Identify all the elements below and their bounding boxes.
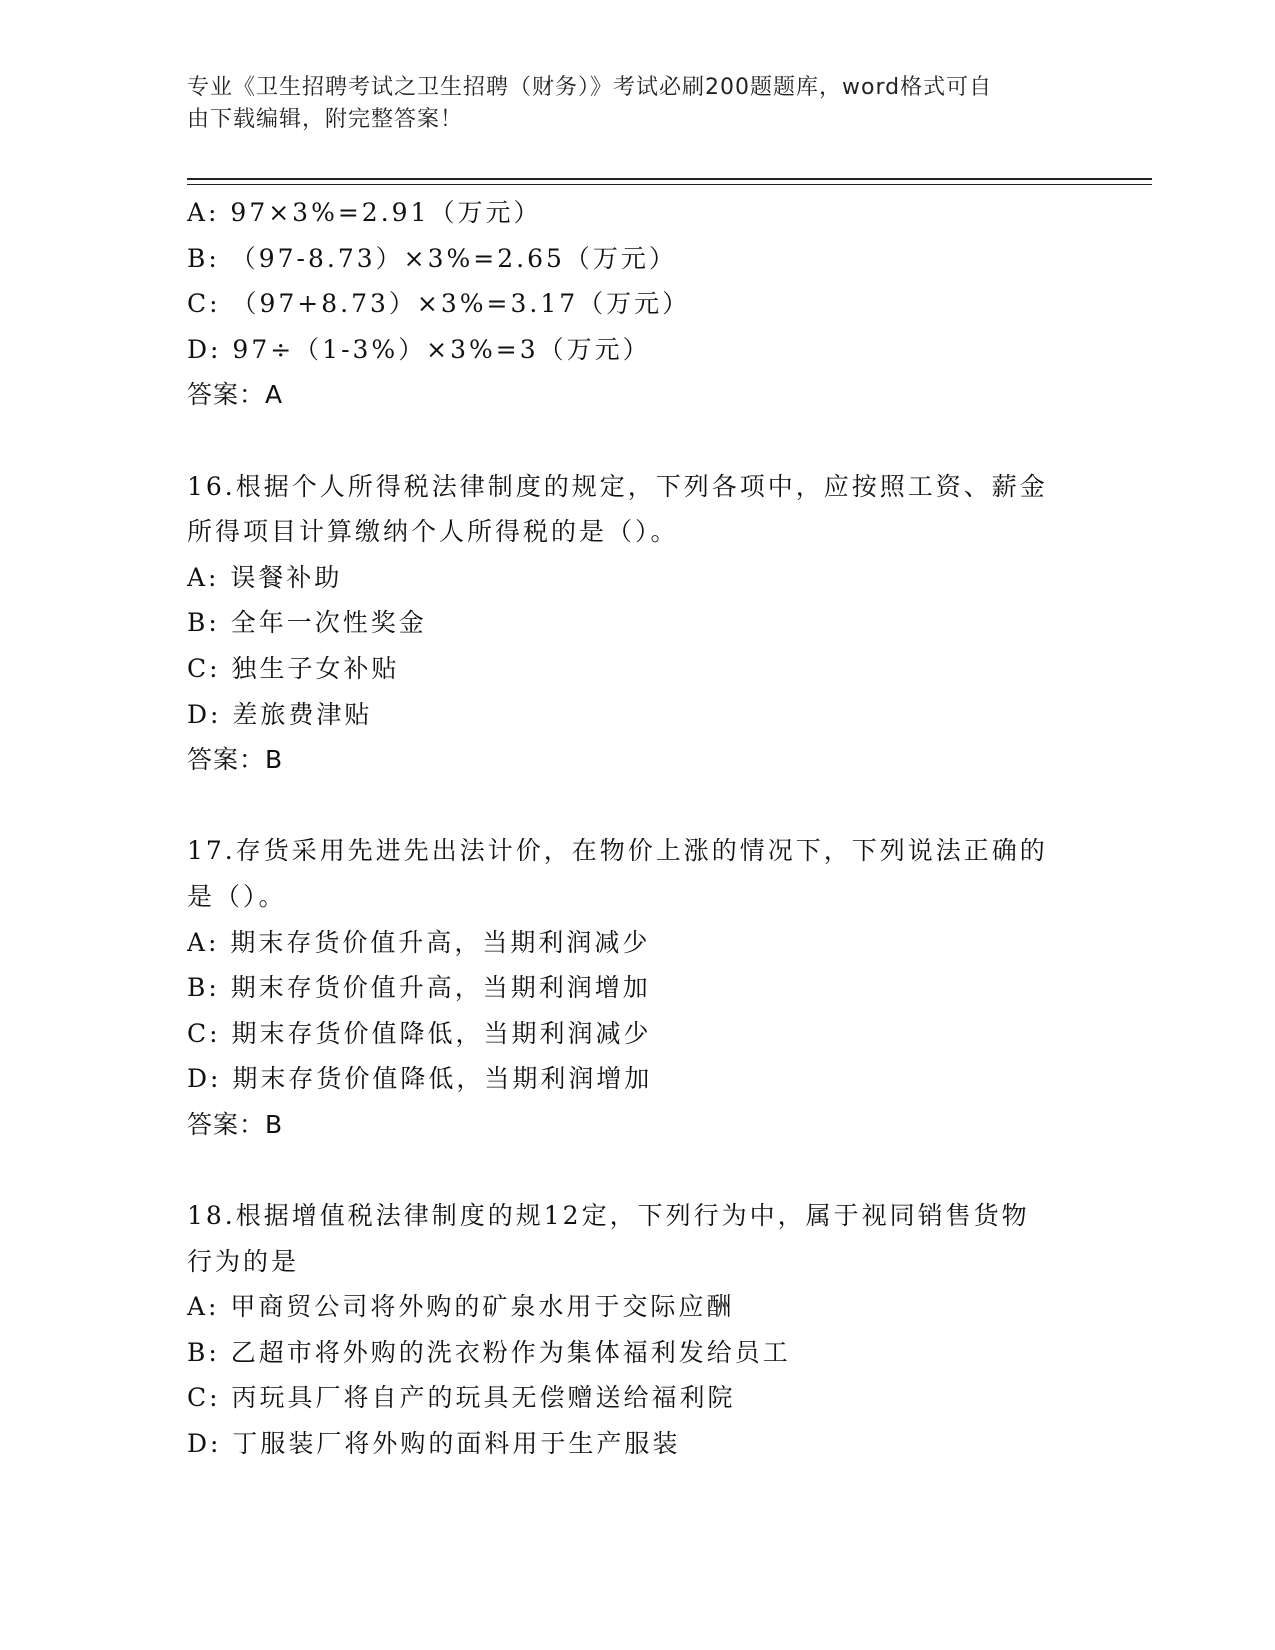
option-c: C: 丙玩具厂将自产的玩具无偿赠送给福利院 — [187, 1383, 736, 1413]
question-16 — [187, 464, 1147, 783]
question-text-line-1: 18.根据增值税法律制度的规12定，下列行为中，属于视同销售货物 — [187, 1201, 1030, 1231]
header-rule-thick — [187, 178, 1152, 180]
answer: 答案：B — [187, 1109, 284, 1139]
question-text-line-1: 17.存货采用先进先出法计价，在物价上涨的情况下，下列说法正确的 — [187, 836, 1048, 866]
question-18 — [187, 1193, 1147, 1467]
header-rule-thin — [187, 184, 1152, 185]
option-b: B: 期末存货价值升高，当期利润增加 — [187, 973, 651, 1003]
option-a: A: 97×3%=2.91（万元） — [187, 198, 542, 227]
option-d: D: 期末存货价值降低，当期利润增加 — [187, 1064, 653, 1094]
option-d: D: 丁服装厂将外购的面料用于生产服装 — [187, 1429, 681, 1459]
option-a: A: 期末存货价值升高，当期利润减少 — [187, 927, 651, 957]
answer: 答案：A — [187, 380, 284, 410]
option-b: B: （97-8.73）×3%=2.65（万元） — [187, 243, 677, 273]
question-text-line-1: 16.根据个人所得税法律制度的规定，下列各项中，应按照工资、薪金 — [187, 471, 1048, 501]
option-b: B: 全年一次性奖金 — [187, 608, 427, 638]
question-text-line-2: 行为的是 — [187, 1246, 300, 1276]
header-line-2: 由下载编辑，附完整答案！ — [187, 107, 464, 132]
spacer — [187, 1147, 1147, 1193]
option-a: A: 甲商贸公司将外购的矿泉水用于交际应酬 — [187, 1292, 735, 1322]
option-c: C: 期末存货价值降低，当期利润减少 — [187, 1018, 652, 1048]
question-text-line-2: 所得项目计算缴纳个人所得税的是（）。 — [187, 517, 679, 547]
option-d: D: 97÷（1-3%）×3%=3（万元） — [187, 334, 651, 364]
question-15 — [187, 190, 1147, 418]
option-c: C: （97+8.73）×3%=3.17（万元） — [187, 289, 691, 319]
option-b: B: 乙超市将外购的洗衣粉作为集体福利发给员工 — [187, 1337, 791, 1367]
question-list — [187, 190, 1147, 1467]
option-a: A: 误餐补助 — [187, 562, 343, 592]
question-17 — [187, 828, 1147, 1147]
question-text-line-2: 是（）。 — [187, 881, 287, 911]
answer: 答案：B — [187, 745, 284, 775]
spacer — [187, 418, 1147, 464]
option-c: C: 独生子女补贴 — [187, 653, 400, 683]
option-d: D: 差旅费津贴 — [187, 699, 373, 729]
spacer — [187, 783, 1147, 829]
header-line-1: 专业《卫生招聘考试之卫生招聘（财务）》考试必刷200题题库，word格式可自 — [187, 75, 993, 100]
document-header — [187, 72, 1067, 136]
